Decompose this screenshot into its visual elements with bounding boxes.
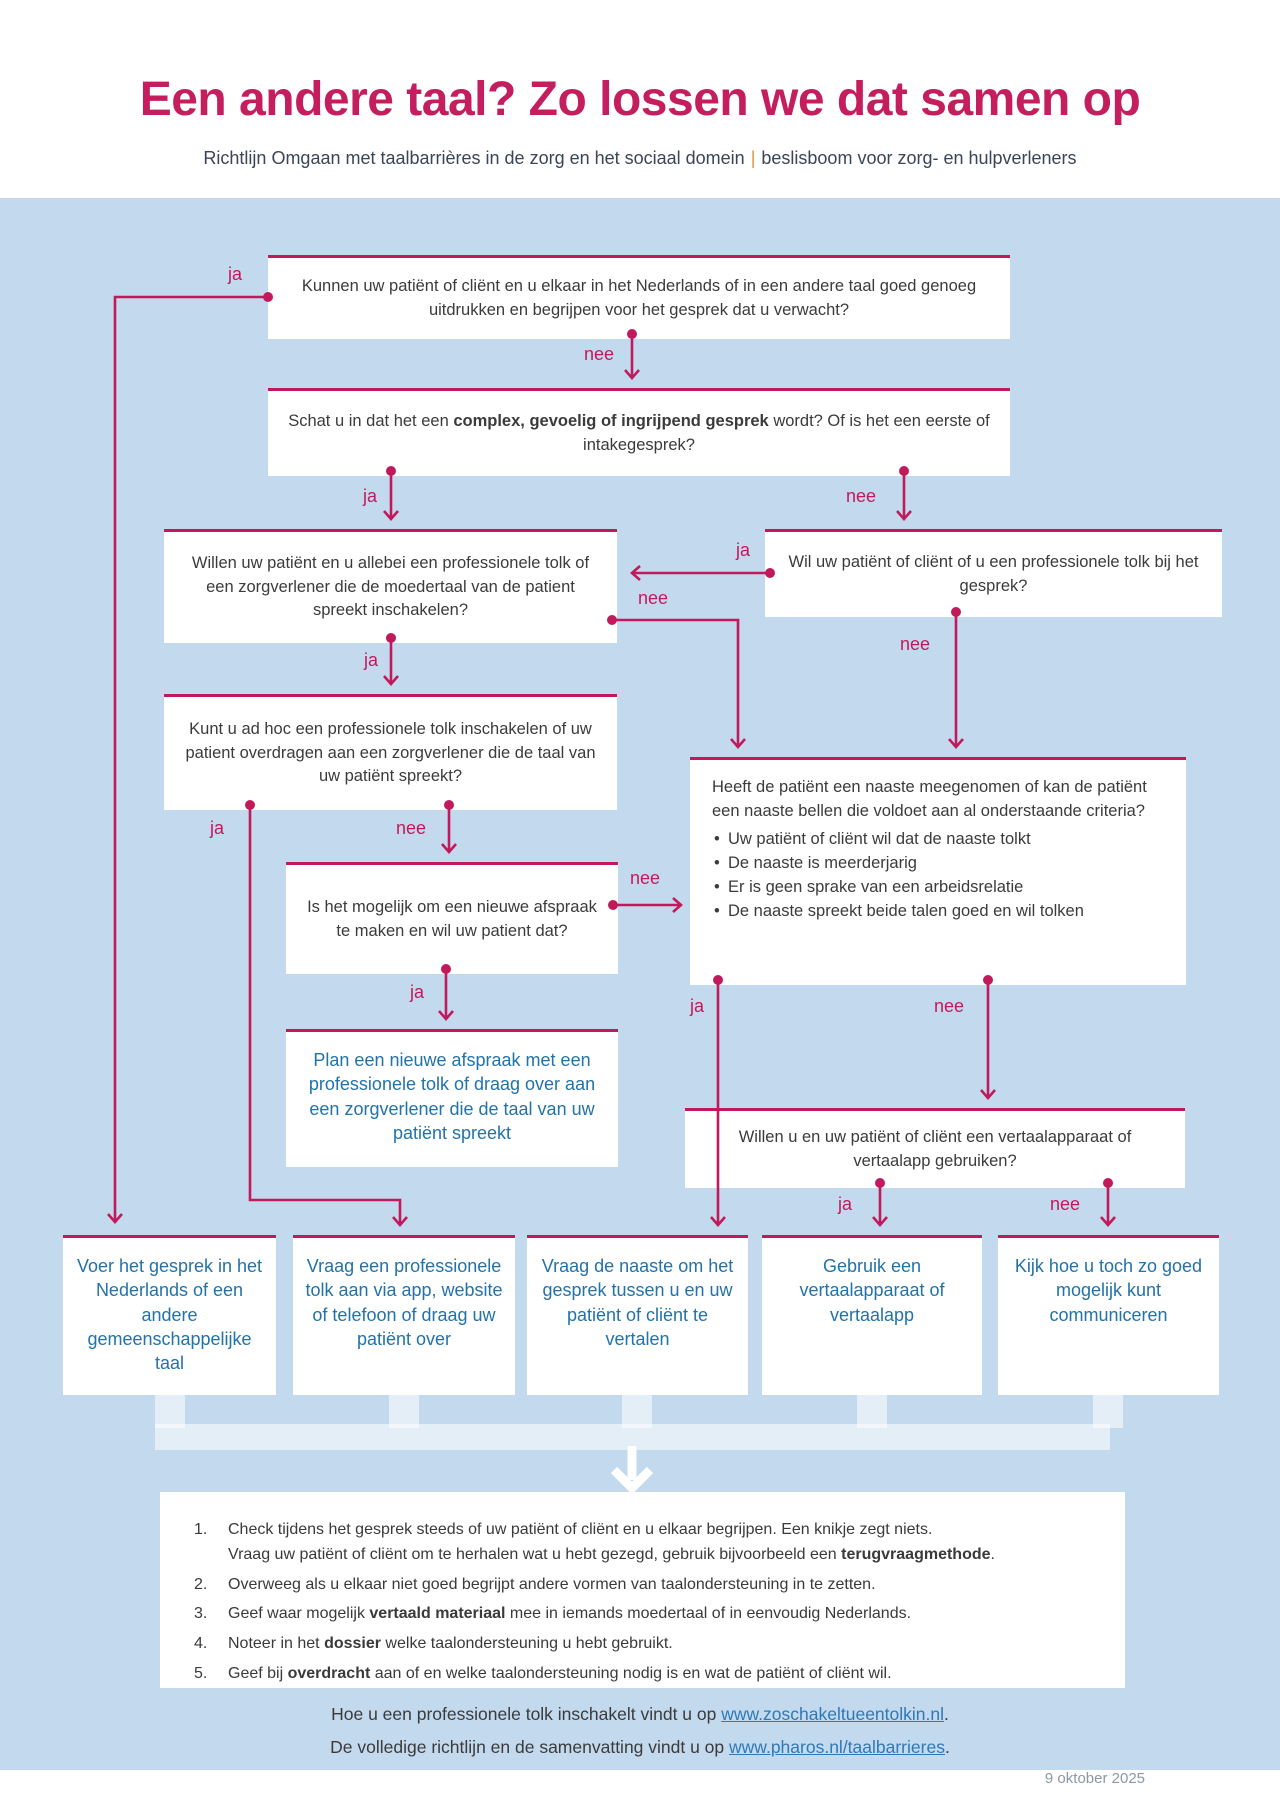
checklist-box: [160, 1492, 1125, 1688]
checklist-item-text: Noteer in het dossier welke taalondersteuning u hebt gebruikt.: [228, 1635, 673, 1653]
action-speak-common-language: [63, 1235, 276, 1395]
question-both-want-interpreter-text: Willen uw patiënt en u allebei een professionele tolk of een zorgverlener die de moedertaal van de patient spreekt inschakelen?: [191, 553, 590, 620]
page-subtitle: [0, 148, 1280, 169]
question-new-appointment: [286, 862, 618, 974]
action-ask-relative-translate: [527, 1235, 748, 1395]
label-q6-ja: ja: [410, 982, 425, 1002]
criteria-bullet-1: • Uw patiënt of cliënt wil dat de naaste tolkt: [712, 828, 1164, 852]
question-both-want-interpreter: [164, 529, 617, 643]
criteria-lead: Heeft de patiënt een naaste meegenomen of kan de patiënt een naaste bellen die voldoet aan al onderstaande criteria?: [712, 778, 1147, 820]
question-adhoc-interpreter: [164, 694, 617, 810]
page-title: Een andere taal? Zo lossen we dat samen op: [139, 73, 1141, 126]
checklist-item-number: 4.: [194, 1635, 208, 1653]
checklist-item: [194, 1662, 1087, 1687]
checklist-item: [194, 1573, 1087, 1598]
subtitle-separator: |: [750, 148, 756, 168]
question-relative-criteria: [690, 757, 1186, 985]
footer-link-line-guideline[interactable]: De volledige richtlijn en de samenvatting vindt u op www.pharos.nl/taalbarrieres.: [330, 1737, 950, 1758]
criteria-bullet-4: • De naaste spreekt beide talen goed en wil tolken: [712, 900, 1164, 924]
question-complex-conversation: [268, 388, 1010, 476]
action-communicate-best-possible: [998, 1235, 1219, 1395]
checklist-item-number: 2.: [194, 1575, 208, 1593]
checklist-item-number: 5.: [194, 1664, 208, 1682]
footer-links: [0, 1698, 1280, 1765]
label-q7-ja: ja: [690, 996, 705, 1016]
subtitle-left: Richtlijn Omgaan met taalbarrières in de zorg en het sociaal domein: [203, 148, 745, 168]
question-want-professional-interpreter-text: Wil uw patiënt of cliënt of u een professionele tolk bij het gesprek?: [788, 552, 1199, 595]
checklist-item-text: Overweeg als u elkaar niet goed begrijpt andere vormen van taalondersteuning in te zetten.: [228, 1575, 876, 1593]
action-use-translation-device: [762, 1235, 982, 1395]
footer-link-line-interpreter[interactable]: Hoe u een professionele tolk inschakelt vindt u op www.zoschakeltueentolkin.nl.: [331, 1704, 949, 1724]
link[interactable]: www.pharos.nl/taalbarrieres: [729, 1737, 945, 1758]
question-can-express: [268, 255, 1010, 339]
checklist-item: [194, 1632, 1087, 1657]
action-communicate-best-possible-text: Kijk hoe u toch zo goed mogelijk kunt communiceren: [1014, 1256, 1203, 1325]
question-complex-conversation-text: Schat u in dat het een complex, gevoelig of ingrijpend gesprek wordt? Of is het een eerste of intakegesprek?: [288, 411, 990, 454]
label-q4-nee: nee: [900, 634, 931, 654]
action-speak-common-language-text: Voer het gesprek in het Nederlands of een andere gemeenschappelijke taal: [76, 1256, 263, 1374]
action-request-professional-interpreter: [293, 1235, 515, 1395]
label-q2-ja: ja: [363, 486, 378, 506]
criteria-bullet-3: • Er is geen sprake van een arbeidsrelatie: [712, 876, 1164, 900]
action-plan-new-appointment-text: Plan een nieuwe afspraak met een professionele tolk of draag over aan een zorgverlener die de taal van uw patiënt spreekt: [308, 1050, 596, 1143]
label-q1-ja: ja: [228, 264, 243, 284]
label-q1-nee: nee: [584, 344, 615, 364]
label-q2-nee: nee: [846, 486, 877, 506]
link[interactable]: www.zoschakeltueentolkin.nl: [721, 1704, 944, 1724]
action-plan-new-appointment: [286, 1029, 618, 1167]
question-adhoc-interpreter-text: Kunt u ad hoc een professionele tolk inschakelen of uw patient overdragen aan een zorgverlener die de taal van uw patiënt spreekt?: [185, 719, 596, 786]
subtitle-right: beslisboom voor zorg- en hulpverleners: [761, 148, 1077, 168]
action-request-professional-interpreter-text: Vraag een professionele tolk aan via app, website of telefoon of draag uw patiënt over: [305, 1256, 503, 1349]
checklist-item-number: 1.: [194, 1521, 208, 1538]
question-translation-device-text: Willen u en uw patiënt of cliënt een vertaalapparaat of vertaalapp gebruiken?: [738, 1127, 1132, 1170]
question-want-professional-interpreter: [765, 529, 1222, 617]
action-ask-relative-translate-text: Vraag de naaste om het gesprek tussen u en uw patiënt of cliënt te vertalen: [541, 1256, 734, 1349]
label-q4-ja: ja: [736, 540, 751, 560]
label-q3-ja: ja: [364, 650, 379, 670]
action-use-translation-device-text: Gebruik een vertaalapparaat of vertaalapp: [799, 1256, 945, 1325]
checklist-item-number: 3.: [194, 1605, 208, 1623]
label-q6-nee: nee: [630, 868, 661, 888]
question-translation-device: [685, 1108, 1185, 1188]
label-q5-ja: ja: [210, 818, 225, 838]
label-q8-ja: ja: [838, 1194, 853, 1214]
label-q8-nee: nee: [1050, 1194, 1081, 1214]
publication-date: 9 oktober 2025: [1044, 1770, 1145, 1787]
checklist-item-text: Geef waar mogelijk vertaald materiaal mee in iemands moedertaal of in eenvoudig Nederlands.: [228, 1605, 912, 1623]
label-q5-nee: nee: [396, 818, 427, 838]
label-q7-nee: nee: [934, 996, 965, 1016]
question-can-express-text: Kunnen uw patiënt of cliënt en u elkaar in het Nederlands of in een andere taal goed genoeg uitdrukken en begrijpen voor het gesprek dat u verwacht?: [301, 276, 977, 319]
checklist-item: [194, 1602, 1087, 1627]
criteria-bullet-2: • De naaste is meerderjarig: [712, 852, 1164, 876]
question-new-appointment-text: Is het mogelijk om een nieuwe afspraak te maken en wil uw patient dat?: [307, 897, 597, 940]
label-q3-nee: nee: [638, 588, 669, 608]
checklist-item-text: Geef bij overdracht aan of en welke taalondersteuning nodig is en wat de patiënt of cliënt wil.: [228, 1664, 892, 1682]
checklist-item-text: Check tijdens het gesprek steeds of uw patiënt of cliënt en u elkaar begrijpen. Een knikje zegt niets. Vraag uw patiënt of cliënt om te herhalen wat u hebt gezegd, gebruik bijvoorbeeld een terugvraagmethode.: [228, 1521, 995, 1563]
checklist-item: [194, 1518, 1087, 1568]
